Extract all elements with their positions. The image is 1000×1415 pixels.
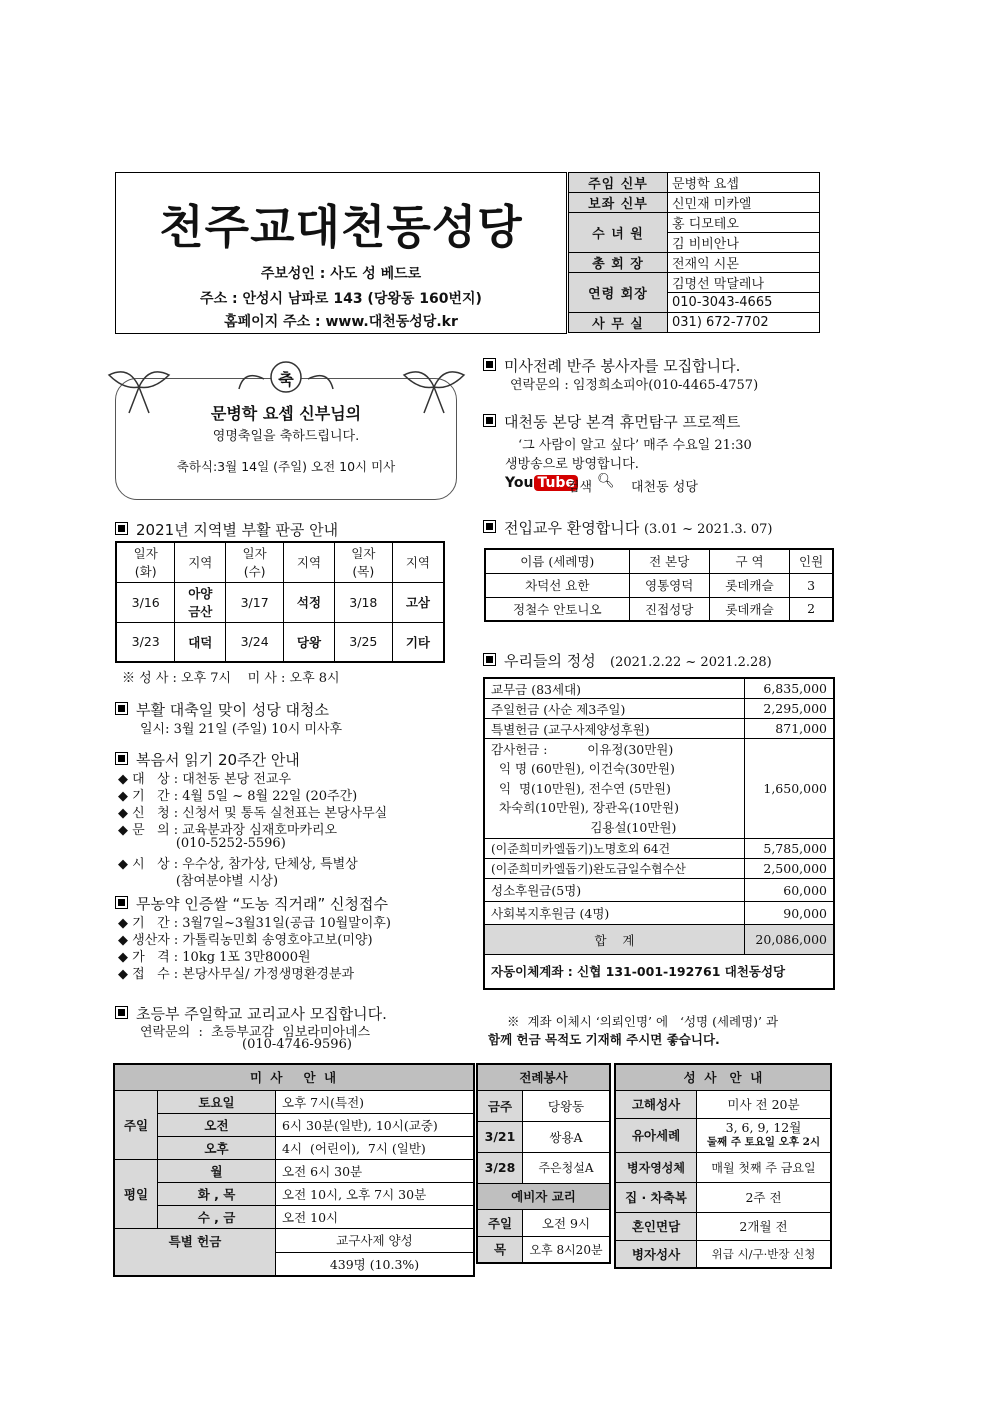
sacrament-info xyxy=(697,1118,832,1152)
offering-item xyxy=(484,879,745,902)
table-cell: 기타 xyxy=(392,622,444,662)
table-cell: 아양 금산 xyxy=(175,582,226,622)
mass-label: 수 , 금 xyxy=(158,1205,276,1228)
mass-time: 오전 6시 30분 xyxy=(276,1159,475,1182)
cleaning-title: 부활 대축일 맞이 성당 대청소 xyxy=(136,701,329,719)
account-info: 자동이체계좌 : 신협 131-001-192761 대천동성당 xyxy=(484,955,834,989)
table-cell: 고삼 xyxy=(392,582,444,622)
youtube-tube: Tube xyxy=(534,475,578,491)
mass-sunday: 주일 xyxy=(114,1090,158,1159)
info-value: 031) 672-7702 xyxy=(668,313,820,333)
table-cell: 3 xyxy=(790,573,833,597)
table-header: 일자 (수) xyxy=(226,542,284,582)
welcome-section-title xyxy=(483,517,773,538)
offering-title: 우리들의 정성 xyxy=(504,652,596,670)
offering-value: 871,000 xyxy=(745,719,835,739)
offering-note: (교구사제양성후원) xyxy=(543,721,650,737)
gospel-title: 복음서 읽기 20주간 안내 xyxy=(136,751,300,769)
offering-item xyxy=(484,902,745,925)
congrats-badge: 축 xyxy=(278,370,294,389)
offering-label: 특별헌금 xyxy=(491,721,540,737)
liturgy-group: 쌍용A xyxy=(523,1121,611,1152)
offering-item xyxy=(484,719,745,739)
total-value: 20,086,000 xyxy=(745,925,835,955)
offering-note1: ※ 계좌 이체시 ‘의뢰인명’ 에 ‘성명 (세례명)’ 과 xyxy=(507,1014,779,1029)
info-key: 보좌 신부 xyxy=(569,193,668,213)
table-cell: 3/25 xyxy=(334,622,392,662)
gospel-line: (참여분야별 시상) xyxy=(118,874,279,889)
mass-label: 오후 xyxy=(158,1136,276,1159)
table-header: 지역 xyxy=(392,542,444,582)
thanks-line: 익 명(10만원), 전수연 (5만원) xyxy=(491,780,671,796)
table-cell: 대덕 xyxy=(175,622,226,662)
table-header: 일자 (화) xyxy=(116,542,175,582)
thanks-line: 김용설(10만원) xyxy=(491,819,677,835)
table-cell: 당왕 xyxy=(284,622,335,662)
table-header: 인원 xyxy=(790,549,833,573)
info-key: 연령 회장 xyxy=(569,273,668,313)
checkbox-icon xyxy=(115,896,128,909)
teacher-line2: (010-4746-9596) xyxy=(242,1037,352,1052)
humantalk-line1: ‘그 사람이 알고 싶다’ 매주 수요일 21:30 xyxy=(518,438,752,453)
catechism-day: 주일 xyxy=(477,1209,523,1236)
offering-label: 성소후원금 xyxy=(491,883,552,898)
offering-note: (사순 제3주일) xyxy=(543,701,626,717)
offering-value: 6,835,000 xyxy=(745,678,835,699)
thanks-line: 익 명 (60만원), 이건숙(30만원) xyxy=(491,761,675,777)
sacrament-info: 2개월 전 xyxy=(697,1212,832,1240)
teacher-title: 초등부 주일학교 교리교사 모집합니다. xyxy=(136,1005,387,1023)
catechism-title: 예비자 교리 xyxy=(477,1183,610,1209)
checkbox-icon xyxy=(115,702,128,715)
table-cell: 3/18 xyxy=(334,582,392,622)
mass-label: 토요일 xyxy=(158,1090,276,1113)
rice-section-title xyxy=(115,893,388,914)
info-value: 신민재 미카엘 xyxy=(668,193,820,213)
mass-time: 오전 10시 xyxy=(276,1205,475,1228)
info-key: 주임 신부 xyxy=(569,173,668,193)
cleaning-line: 일시: 3월 21일 (주일) 10시 미사후 xyxy=(140,722,343,737)
info-key: 사 무 실 xyxy=(569,313,668,333)
table-header: 지역 xyxy=(284,542,335,582)
altar-section-title xyxy=(483,355,740,376)
offering-range: (2021.2.22 ~ 2021.2.28) xyxy=(610,655,772,670)
offering-value: 5,785,000 xyxy=(745,839,835,859)
gospel-section-title xyxy=(115,749,300,770)
offering-note2: 함께 헌금 목적도 기재해 주시면 좋습니다. xyxy=(488,1032,720,1047)
offering-note: (4명) xyxy=(575,906,610,921)
offering-value: 2,500,000 xyxy=(745,859,835,879)
offering-value: 2,295,000 xyxy=(745,699,835,719)
gospel-line: ◆ 기 간 : 4월 5일 ~ 8월 22일 (20주간) xyxy=(118,789,358,804)
checkbox-icon xyxy=(483,414,496,427)
liturgy-group: 당왕동 xyxy=(523,1090,611,1121)
offering-value: 1,650,000 xyxy=(745,739,835,839)
table-header: 지역 xyxy=(175,542,226,582)
liturgy-date: 3/28 xyxy=(477,1152,523,1183)
checkbox-icon xyxy=(483,653,496,666)
easter-table xyxy=(115,541,445,663)
offering-value: 60,000 xyxy=(745,879,835,902)
altar-title: 미사전례 반주 봉사자를 모집합니다. xyxy=(504,357,741,375)
info-value: 010-3043-4665 xyxy=(668,293,820,313)
info-key: 수 녀 원 xyxy=(569,213,668,253)
mass-weekday: 평일 xyxy=(114,1159,158,1228)
offering-note: (5명) xyxy=(551,883,582,898)
table-cell: 롯데캐슬 xyxy=(709,573,789,597)
address: 주소 : 안성시 남파로 143 (당왕동 160번지) xyxy=(200,291,482,307)
checkbox-icon xyxy=(115,752,128,765)
table-header: 이름 (세례명) xyxy=(485,549,629,573)
table-cell: 3/23 xyxy=(116,622,175,662)
offering-section-title xyxy=(483,650,772,671)
catechism-day: 목 xyxy=(477,1236,523,1263)
welcome-table xyxy=(484,548,834,622)
sacrament-info: 위급 시/구·반장 신청 xyxy=(697,1240,832,1268)
rice-line: ◆ 생산자 : 가톨릭농민회 송영호야고보(미양) xyxy=(118,933,373,948)
table-cell: 3/24 xyxy=(226,622,284,662)
sacrament-name: 고해성사 xyxy=(615,1090,697,1118)
catechism-time: 오후 8시20분 xyxy=(523,1236,611,1263)
mass-time: 오후 7시(특전) xyxy=(276,1090,475,1113)
offering-label: (이준희미카엘돕기)완도금일수협수산 xyxy=(484,859,745,879)
liturgy-group: 주은청설A xyxy=(523,1152,611,1183)
info-value: 김 비비안나 xyxy=(668,233,820,253)
rice-title: 무농약 인증쌀 “도농 직거래” 신청접수 xyxy=(136,895,388,913)
humantalk-line2: 생방송으로 방영합니다. xyxy=(505,457,639,472)
total-label: 합 계 xyxy=(484,925,745,955)
sacrament-name: 병자성사 xyxy=(615,1240,697,1268)
altar-line: 연락문의 : 임정희소피아(010-4465-4757) xyxy=(510,378,759,393)
sacrament-info: 2주 전 xyxy=(697,1182,832,1212)
sacrament-name: 유아세례 xyxy=(615,1118,697,1152)
liturgy-date: 금주 xyxy=(477,1090,523,1121)
offering-item xyxy=(484,739,745,839)
checkbox-icon xyxy=(115,522,128,535)
mass-time: 6시 30분(일반), 10시(교중) xyxy=(276,1113,475,1136)
sacrament-table xyxy=(614,1063,832,1269)
teacher-line1: 연락문의 : 초등부교감 임보라미아네스 xyxy=(140,1025,371,1040)
sacrament-info: 미사 전 20분 xyxy=(697,1090,832,1118)
rice-line: ◆ 가 격 : 10kg 1포 3만8000원 xyxy=(118,950,311,965)
parish-title: 천주교대천동성당 xyxy=(159,200,523,254)
table-cell: 정철수 안토니오 xyxy=(485,597,629,621)
easter-title: 2021년 지역별 부활 판공 안내 xyxy=(136,521,339,539)
welcome-title: 전입교우 환영합니다 xyxy=(504,519,640,537)
table-cell: 3/16 xyxy=(116,582,175,622)
table-cell: 석정 xyxy=(284,582,335,622)
gospel-line: ◆ 문 의 : 교육분과장 심재호마카리오 xyxy=(118,823,338,838)
gospel-line: ◆ 대 상 : 대천동 본당 전교우 xyxy=(118,772,292,787)
checkbox-icon xyxy=(115,1006,128,1019)
search-label: 검색 xyxy=(567,480,593,495)
cleaning-section-title xyxy=(115,699,329,720)
youtube-you: You xyxy=(505,475,534,491)
gospel-line: ◆ 신 청 : 신청서 및 통독 실천표는 본당사무실 xyxy=(118,806,388,821)
offering-note: (83세대) xyxy=(531,681,582,697)
offering-table xyxy=(483,677,835,990)
thanks-line: 차숙희(10만원), 장관옥(10만원) xyxy=(491,800,679,816)
offering-label: (이준희미카엘돕기)노명호외 64건 xyxy=(484,839,745,859)
offering-label: 주일헌금 xyxy=(491,701,540,717)
table-header: 일자 (목) xyxy=(334,542,392,582)
checkbox-icon xyxy=(483,520,496,533)
congrats-line3: 축하식:3월 14일 (주일) 오전 10시 미사 xyxy=(176,459,396,474)
humantalk-section-title xyxy=(483,411,740,432)
rice-line: ◆ 접 수 : 본당사무실/ 가정생명환경분과 xyxy=(118,967,355,982)
homepage: 홈페이지 주소 : www.대천동성당.kr xyxy=(224,314,458,330)
easter-note: ※ 성 사 : 오후 7시 미 사 : 오후 8시 xyxy=(122,671,340,686)
search-query: 대천동 성당 xyxy=(631,480,698,495)
mass-time: 4시 (어린이), 7시 (일반) xyxy=(276,1136,475,1159)
table-cell: 영통영덕 xyxy=(629,573,709,597)
table-cell: 3/17 xyxy=(226,582,284,622)
special-label: 특별 헌금 xyxy=(114,1228,276,1276)
info-value: 홍 디모테오 xyxy=(668,213,820,233)
info-key: 총 회 장 xyxy=(569,253,668,273)
offering-item xyxy=(484,678,745,699)
checkbox-icon xyxy=(483,358,496,371)
header-box xyxy=(115,172,567,334)
offering-label: 사회복지후원금 xyxy=(491,906,576,921)
easter-section-title xyxy=(115,519,338,540)
liturgy-table xyxy=(476,1063,611,1264)
humantalk-title: 대천동 본당 본격 휴먼탐구 프로젝트 xyxy=(504,413,741,431)
sacrament-title: 성 사 안 내 xyxy=(615,1064,831,1090)
mass-label: 월 xyxy=(158,1159,276,1182)
search-icon: 🔍︎ xyxy=(597,473,615,489)
mass-time: 오전 10시, 오후 7시 30분 xyxy=(276,1182,475,1205)
congrats-line2: 영명축일을 축하드립니다. xyxy=(212,429,360,444)
sacrament-info-line: 둘째 주 토요일 오후 2시 xyxy=(706,1136,821,1148)
mass-label: 오전 xyxy=(158,1113,276,1136)
table-cell: 차덕선 요한 xyxy=(485,573,629,597)
liturgy-title: 전례봉사 xyxy=(477,1064,610,1090)
info-table xyxy=(568,172,820,333)
sacrament-info: 매월 첫째 주 금요일 xyxy=(697,1152,832,1182)
mass-title: 미 사 안 내 xyxy=(114,1064,474,1090)
welcome-range: (3.01 ~ 2021.3. 07) xyxy=(643,522,773,537)
table-header: 구 역 xyxy=(709,549,789,573)
table-cell: 2 xyxy=(790,597,833,621)
rice-line: ◆ 기 간 : 3월7일~3월31일(공급 10월말이후) xyxy=(118,916,391,931)
special-value: 교구사제 양성 xyxy=(276,1228,475,1252)
table-header: 전 본당 xyxy=(629,549,709,573)
offering-label: 교무금 xyxy=(491,681,528,697)
sacrament-info-line: 3, 6, 9, 12월 xyxy=(725,1120,802,1135)
thanks-line: 감사헌금 : 이유정(30만원) xyxy=(491,741,674,757)
special-value: 439명 (10.3%) xyxy=(276,1252,475,1276)
offering-item xyxy=(484,699,745,719)
table-cell: 롯데캐슬 xyxy=(709,597,789,621)
patron-saint: 주보성인 : 사도 성 베드로 xyxy=(260,266,422,282)
info-value: 문병학 요셉 xyxy=(668,173,820,193)
info-value: 김명선 막달레나 xyxy=(668,273,820,293)
gospel-line: ◆ 시 상 : 우수상, 참가상, 단체상, 특별상 xyxy=(118,857,358,872)
catechism-time: 오전 9시 xyxy=(523,1209,611,1236)
mass-label: 화 , 목 xyxy=(158,1182,276,1205)
sacrament-name: 혼인면담 xyxy=(615,1212,697,1240)
congrats-card xyxy=(115,370,457,500)
offering-value: 90,000 xyxy=(745,902,835,925)
mass-table xyxy=(113,1063,475,1277)
gospel-line: (010-5252-5596) xyxy=(118,836,286,851)
info-value: 전재익 시몬 xyxy=(668,253,820,273)
liturgy-date: 3/21 xyxy=(477,1121,523,1152)
sacrament-name: 병자영성체 xyxy=(615,1152,697,1182)
table-cell: 진접성당 xyxy=(629,597,709,621)
sacrament-name: 집 · 차축복 xyxy=(615,1182,697,1212)
congrats-line1: 문병학 요셉 신부님의 xyxy=(210,404,362,423)
